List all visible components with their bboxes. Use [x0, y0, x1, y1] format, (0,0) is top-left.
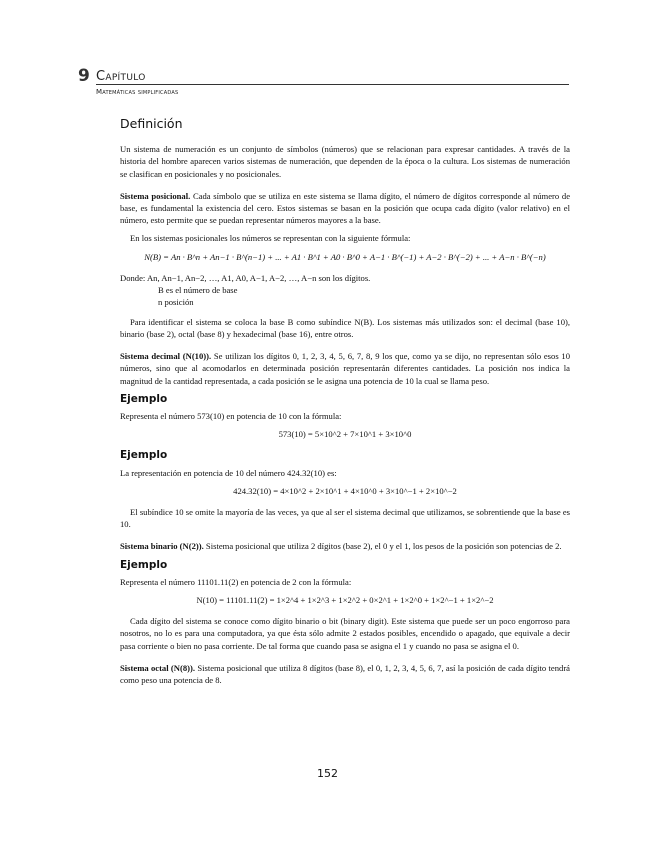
- posicional-term: Sistema posicional.: [120, 190, 191, 201]
- octal-paragraph: [120, 662, 570, 686]
- book-subtitle: Matemáticas simplificadas: [96, 88, 179, 96]
- ejemplo-heading-3: Ejemplo: [120, 558, 168, 571]
- ejemplo2-statement: La representación en potencia de 10 del número 424.32(10) es:: [120, 467, 337, 478]
- decimal-paragraph: [120, 350, 570, 387]
- ejemplo3-formula: N(10) = 11101.11(2) = 1×2^4 + 1×2^3 + 1×2^2 + 0×2^1 + 1×2^0 + 1×2^−1 + 1×2^−2: [196, 595, 494, 606]
- positional-formula: N(B) = An · B^n + An−1 · B^(n−1) + ... + A1 · B^1 + A0 · B^0 + A−1 · B^(−1) + A−2 · B^(−2) + ... + A−n · B^(−n): [144, 251, 546, 262]
- posicional-paragraph: [120, 190, 570, 227]
- donde-line-1: Donde: An, An−1, An−2, …, A1, A0, A−1, A−2, …, A−n son los dígitos.: [120, 272, 371, 283]
- chapter-label: Capítulo: [96, 69, 146, 84]
- ejemplo1-statement: Representa el número 573(10) en potencia de 10 con la fórmula:: [120, 411, 342, 422]
- ejemplo-heading-2: Ejemplo: [120, 449, 168, 462]
- intro-paragraph: Un sistema de numeración es un conjunto de símbolos (números) que se relacionan para expresar cantidades. A través de la historia del hombre aparecen varios sistemas de numeración, que dependen de la época o la cultura. Los sistemas de numeración se clasifican en posicionales y no posicionales.: [120, 144, 570, 179]
- page-body: [120, 118, 570, 692]
- ejemplo-heading-1: Ejemplo: [120, 392, 168, 405]
- ejemplo2-formula: 424.32(10) = 4×10^2 + 2×10^1 + 4×10^0 + 3×10^−1 + 2×10^−2: [233, 485, 457, 496]
- octal-term: Sistema octal (N(8)).: [120, 662, 196, 673]
- bit-paragraph: Cada dígito del sistema se conoce como dígito binario o bit (binary digit). Este sistema que puede ser un poco engorroso para nosotros, no lo es para una computadora, ya que ésta sólo admite 2 estados posibles, encendido o apagado, que equivale a decir pasa corriente o bien no pasa corriente. De tal forma que cuando pasa se asigna el 1 y cuando no pasa se asigna el 0.: [120, 616, 570, 651]
- page-number: 152: [317, 767, 338, 780]
- ejemplo1-formula: 573(10) = 5×10^2 + 7×10^1 + 3×10^0: [278, 429, 412, 440]
- chapter-number: 9: [78, 66, 90, 86]
- identificar-paragraph: Para identificar el sistema se coloca la base B como subíndice N(B). Los sistemas más utilizados son: el decimal (base 10), binario (base 2), octal (base 8) y hexadecimal (base 16), entre otros.: [120, 316, 570, 340]
- binario-text: Sistema posicional que utiliza 2 dígitos (base 2), el 0 y el 1, los pesos de la posición son potencias de 2.: [203, 541, 562, 552]
- donde-line-2: B es el número de base: [158, 284, 238, 295]
- decimal-text: Se utilizan los dígitos 0, 1, 2, 3, 4, 5, 6, 7, 8, 9 los que, como ya se dijo, no representan sólo esos 10 números, sino que al acomodarlos en determinada posición representarán diferentes cantidades. La posición nos indica la magnitud de la cantidad representada, a cada posición se le asigna una potencia de 10 la cual se llama peso.: [120, 351, 570, 386]
- binario-term: Sistema binario (N(2)).: [120, 541, 204, 552]
- ejemplo2-note: El subíndice 10 se omite la mayoría de las veces, ya que al ser el sistema decimal que utilizamos, se sobrentiende que la base es 10.: [120, 507, 570, 530]
- formula-intro: En los sistemas posicionales los números se representan con la siguiente fórmula:: [130, 233, 411, 244]
- header-rule: [96, 84, 569, 85]
- binario-paragraph: [120, 540, 570, 552]
- section-title: Definición: [120, 116, 183, 131]
- octal-text: Sistema posicional que utiliza 8 dígitos (base 8), el 0, 1, 2, 3, 4, 5, 6, 7, así la posición de cada dígito tendrá como peso una potencia de 8.: [120, 662, 570, 686]
- donde-block: [120, 272, 570, 308]
- decimal-term: Sistema decimal (N(10)).: [120, 351, 212, 362]
- donde-line-3: n posición: [158, 296, 194, 307]
- posicional-text: Cada símbolo que se utiliza en este sistema se llama dígito, el número de dígitos corresponde al número de base, es fundamental la existencia del cero. Estos sistemas se basan en la posición que ocupa cada dígito (valor relativo) en el número, esto permite que se puedan representar números mayores a la base.: [120, 190, 571, 226]
- ejemplo3-statement: Representa el número 11101.11(2) en potencia de 2 con la fórmula:: [120, 576, 352, 587]
